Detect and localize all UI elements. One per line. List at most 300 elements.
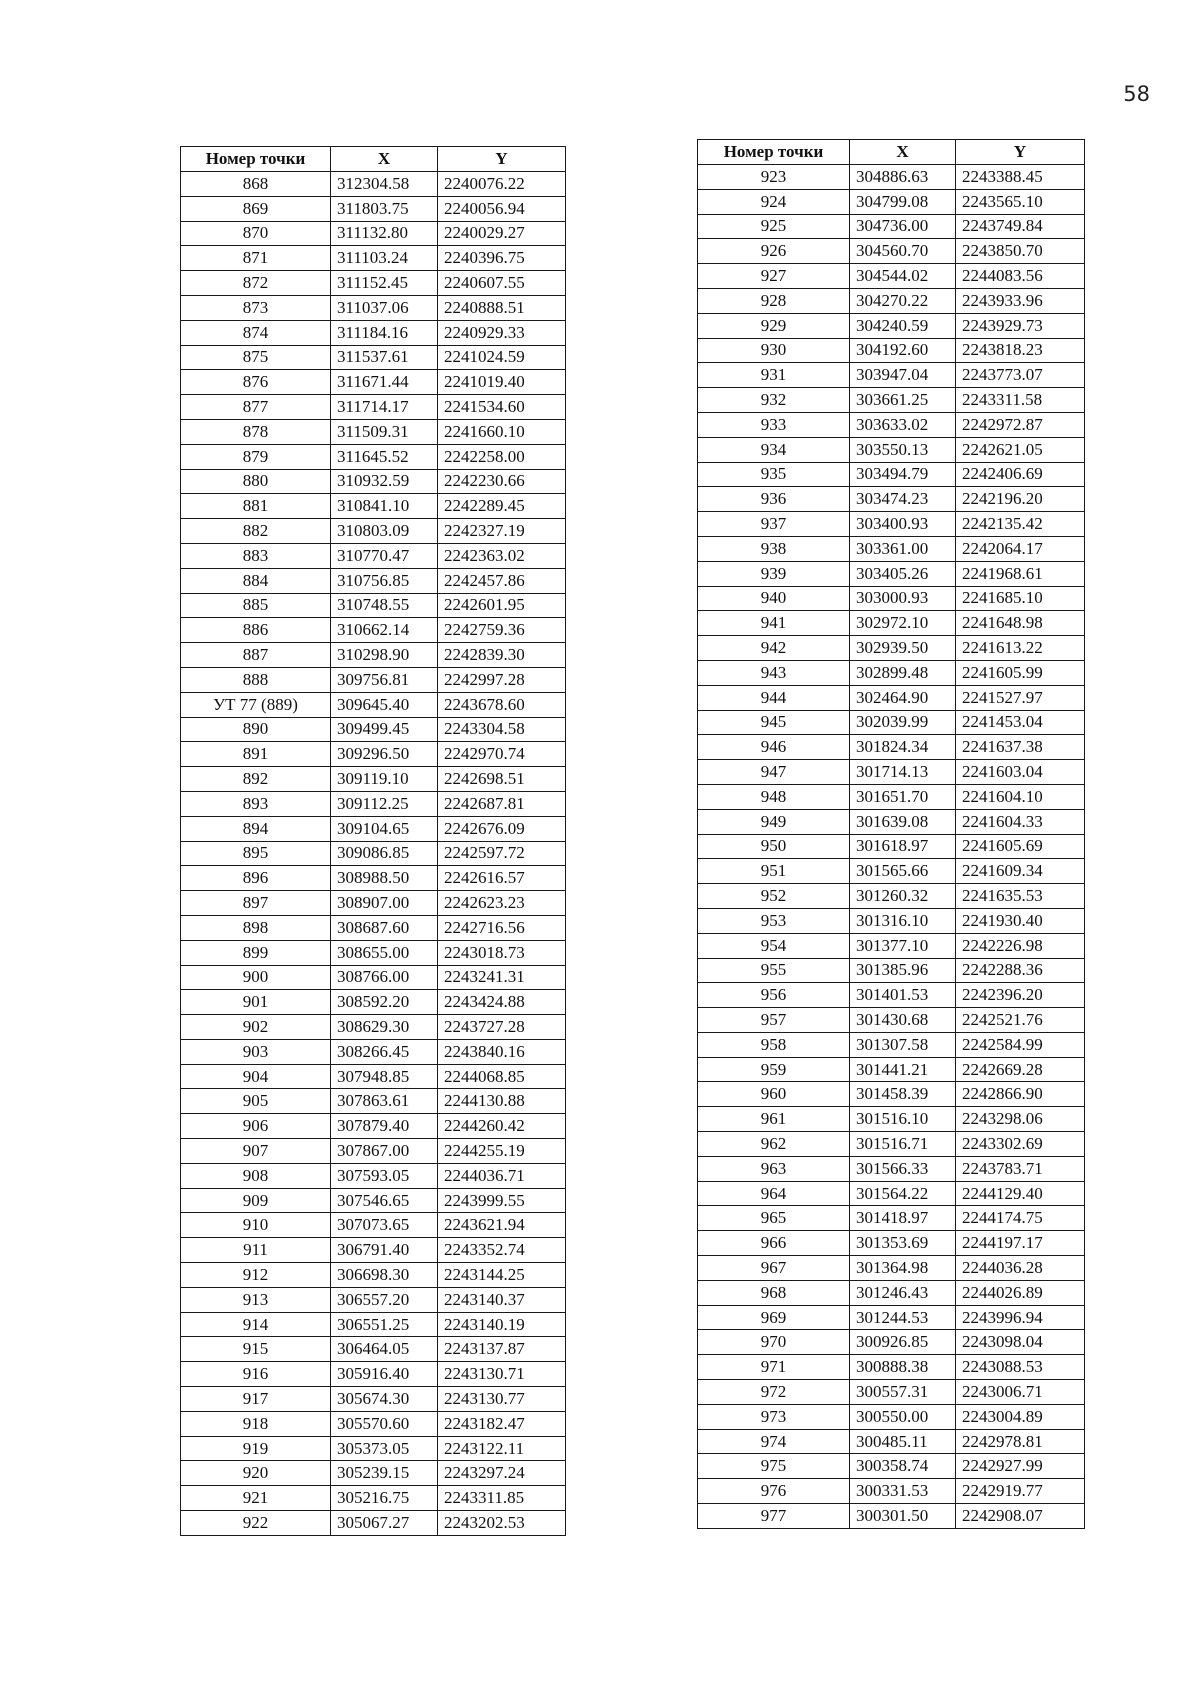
cell-y: 2241604.33 bbox=[956, 809, 1085, 834]
cell-point-number: 873 bbox=[181, 295, 331, 320]
table-row bbox=[698, 313, 1085, 338]
cell-point-number: 954 bbox=[698, 933, 850, 958]
header-row bbox=[698, 140, 1085, 165]
cell-y: 2243678.60 bbox=[438, 692, 566, 717]
table-row bbox=[698, 1206, 1085, 1231]
cell-x: 311671.44 bbox=[331, 370, 438, 395]
cell-y: 2242406.69 bbox=[956, 462, 1085, 487]
cell-y: 2243140.37 bbox=[438, 1287, 566, 1312]
table-row bbox=[181, 1436, 566, 1461]
cell-point-number: 937 bbox=[698, 512, 850, 537]
table-row bbox=[181, 172, 566, 197]
cell-y: 2242135.42 bbox=[956, 512, 1085, 537]
cell-point-number: 899 bbox=[181, 940, 331, 965]
cell-x: 311103.24 bbox=[331, 246, 438, 271]
cell-x: 311537.61 bbox=[331, 345, 438, 370]
cell-point-number: 949 bbox=[698, 809, 850, 834]
cell-x: 310662.14 bbox=[331, 618, 438, 643]
cell-y: 2243818.23 bbox=[956, 338, 1085, 363]
cell-y: 2242258.00 bbox=[438, 444, 566, 469]
table-row bbox=[181, 519, 566, 544]
table-row bbox=[181, 320, 566, 345]
cell-point-number: 972 bbox=[698, 1380, 850, 1405]
cell-x: 312304.58 bbox=[331, 172, 438, 197]
cell-point-number: 941 bbox=[698, 611, 850, 636]
cell-y: 2241968.61 bbox=[956, 561, 1085, 586]
cell-x: 300301.50 bbox=[850, 1504, 956, 1529]
cell-y: 2244174.75 bbox=[956, 1206, 1085, 1231]
cell-point-number: 907 bbox=[181, 1139, 331, 1164]
cell-x: 307948.85 bbox=[331, 1064, 438, 1089]
table-header bbox=[181, 147, 566, 172]
cell-x: 311714.17 bbox=[331, 395, 438, 420]
table-row bbox=[698, 660, 1085, 685]
table-row bbox=[698, 1156, 1085, 1181]
table-row bbox=[698, 512, 1085, 537]
table-row bbox=[698, 1132, 1085, 1157]
cell-y: 2243929.73 bbox=[956, 313, 1085, 338]
cell-x: 309756.81 bbox=[331, 667, 438, 692]
cell-point-number: 932 bbox=[698, 388, 850, 413]
cell-point-number: 908 bbox=[181, 1163, 331, 1188]
table-row bbox=[698, 363, 1085, 388]
table-row bbox=[698, 834, 1085, 859]
table-row bbox=[181, 1188, 566, 1213]
cell-y: 2243850.70 bbox=[956, 239, 1085, 264]
cell-x: 302939.50 bbox=[850, 636, 956, 661]
table-row bbox=[698, 1454, 1085, 1479]
cell-x: 310298.90 bbox=[331, 643, 438, 668]
cell-point-number: 923 bbox=[698, 165, 850, 190]
cell-x: 301618.97 bbox=[850, 834, 956, 859]
cell-y: 2244026.89 bbox=[956, 1280, 1085, 1305]
cell-point-number: 935 bbox=[698, 462, 850, 487]
cell-point-number: 880 bbox=[181, 469, 331, 494]
cell-x: 302972.10 bbox=[850, 611, 956, 636]
cell-x: 307593.05 bbox=[331, 1163, 438, 1188]
cell-x: 300331.53 bbox=[850, 1479, 956, 1504]
cell-y: 2243773.07 bbox=[956, 363, 1085, 388]
cell-x: 311132.80 bbox=[331, 221, 438, 246]
cell-x: 307879.40 bbox=[331, 1114, 438, 1139]
cell-y: 2242616.57 bbox=[438, 866, 566, 891]
cell-x: 311803.75 bbox=[331, 196, 438, 221]
cell-point-number: 917 bbox=[181, 1387, 331, 1412]
cell-x: 300926.85 bbox=[850, 1330, 956, 1355]
table-row bbox=[181, 395, 566, 420]
cell-y: 2243130.77 bbox=[438, 1387, 566, 1412]
table-row bbox=[181, 866, 566, 891]
cell-point-number: 869 bbox=[181, 196, 331, 221]
cell-point-number: 903 bbox=[181, 1039, 331, 1064]
cell-y: 2242230.66 bbox=[438, 469, 566, 494]
cell-point-number: 977 bbox=[698, 1504, 850, 1529]
cell-x: 310841.10 bbox=[331, 494, 438, 519]
cell-point-number: 902 bbox=[181, 1015, 331, 1040]
cell-x: 304886.63 bbox=[850, 165, 956, 190]
table-row bbox=[181, 643, 566, 668]
cell-point-number: 885 bbox=[181, 593, 331, 618]
cell-y: 2242396.20 bbox=[956, 983, 1085, 1008]
cell-y: 2244260.42 bbox=[438, 1114, 566, 1139]
table-row bbox=[698, 388, 1085, 413]
cell-point-number: 938 bbox=[698, 536, 850, 561]
table-row bbox=[698, 586, 1085, 611]
cell-x: 305373.05 bbox=[331, 1436, 438, 1461]
table-row bbox=[181, 717, 566, 742]
cell-y: 2241019.40 bbox=[438, 370, 566, 395]
cell-y: 2240607.55 bbox=[438, 271, 566, 296]
cell-y: 2243783.71 bbox=[956, 1156, 1085, 1181]
cell-y: 2242521.76 bbox=[956, 1008, 1085, 1033]
cell-point-number: 886 bbox=[181, 618, 331, 643]
table-row bbox=[181, 1263, 566, 1288]
cell-x: 305067.27 bbox=[331, 1511, 438, 1536]
table-body bbox=[698, 165, 1085, 1529]
cell-y: 2244083.56 bbox=[956, 264, 1085, 289]
table-row bbox=[181, 841, 566, 866]
cell-y: 2242623.23 bbox=[438, 891, 566, 916]
cell-point-number: 950 bbox=[698, 834, 850, 859]
cell-point-number: 966 bbox=[698, 1231, 850, 1256]
table-row bbox=[698, 338, 1085, 363]
cell-x: 308766.00 bbox=[331, 965, 438, 990]
cell-y: 2242972.87 bbox=[956, 412, 1085, 437]
cell-point-number: 919 bbox=[181, 1436, 331, 1461]
table-row bbox=[181, 246, 566, 271]
cell-point-number: 900 bbox=[181, 965, 331, 990]
table-row bbox=[698, 1231, 1085, 1256]
cell-point-number: 910 bbox=[181, 1213, 331, 1238]
cell-point-number: 911 bbox=[181, 1238, 331, 1263]
table-row bbox=[698, 1181, 1085, 1206]
table-row bbox=[698, 908, 1085, 933]
cell-x: 302899.48 bbox=[850, 660, 956, 685]
cell-y: 2240076.22 bbox=[438, 172, 566, 197]
cell-x: 301377.10 bbox=[850, 933, 956, 958]
cell-point-number: 916 bbox=[181, 1362, 331, 1387]
cell-x: 303361.00 bbox=[850, 536, 956, 561]
cell-x: 303947.04 bbox=[850, 363, 956, 388]
cell-x: 306551.25 bbox=[331, 1312, 438, 1337]
cell-y: 2243302.69 bbox=[956, 1132, 1085, 1157]
cell-point-number: 953 bbox=[698, 908, 850, 933]
cell-point-number: 944 bbox=[698, 685, 850, 710]
cell-x: 300485.11 bbox=[850, 1429, 956, 1454]
cell-x: 301516.10 bbox=[850, 1107, 956, 1132]
table-row bbox=[181, 345, 566, 370]
table-row bbox=[698, 1380, 1085, 1405]
cell-y: 2243298.06 bbox=[956, 1107, 1085, 1132]
cell-y: 2242698.51 bbox=[438, 767, 566, 792]
cell-y: 2242866.90 bbox=[956, 1082, 1085, 1107]
cell-x: 301565.66 bbox=[850, 859, 956, 884]
cell-x: 301441.21 bbox=[850, 1057, 956, 1082]
cell-point-number: 921 bbox=[181, 1486, 331, 1511]
cell-point-number: 895 bbox=[181, 841, 331, 866]
cell-point-number: 973 bbox=[698, 1404, 850, 1429]
table-row bbox=[181, 1337, 566, 1362]
table-row bbox=[698, 1355, 1085, 1380]
cell-x: 301824.34 bbox=[850, 735, 956, 760]
cell-x: 301307.58 bbox=[850, 1032, 956, 1057]
cell-y: 2240888.51 bbox=[438, 295, 566, 320]
cell-point-number: 957 bbox=[698, 1008, 850, 1033]
cell-x: 309086.85 bbox=[331, 841, 438, 866]
table-row bbox=[698, 214, 1085, 239]
cell-x: 300557.31 bbox=[850, 1380, 956, 1405]
table-row bbox=[181, 1312, 566, 1337]
cell-y: 2243999.55 bbox=[438, 1188, 566, 1213]
table-row bbox=[698, 1280, 1085, 1305]
table-row bbox=[698, 264, 1085, 289]
cell-y: 2240396.75 bbox=[438, 246, 566, 271]
cell-x: 311184.16 bbox=[331, 320, 438, 345]
table-row bbox=[181, 692, 566, 717]
cell-x: 302039.99 bbox=[850, 710, 956, 735]
cell-x: 301458.39 bbox=[850, 1082, 956, 1107]
table-row bbox=[181, 1411, 566, 1436]
cell-point-number: 875 bbox=[181, 345, 331, 370]
cell-point-number: 943 bbox=[698, 660, 850, 685]
table-row bbox=[698, 1008, 1085, 1033]
cell-x: 308655.00 bbox=[331, 940, 438, 965]
cell-x: 303000.93 bbox=[850, 586, 956, 611]
cell-y: 2242687.81 bbox=[438, 791, 566, 816]
header-y: Y bbox=[956, 140, 1085, 165]
page-number: 58 bbox=[1123, 82, 1150, 106]
table-row bbox=[698, 710, 1085, 735]
cell-y: 2243122.11 bbox=[438, 1436, 566, 1461]
cell-y: 2241637.38 bbox=[956, 735, 1085, 760]
cell-point-number: 924 bbox=[698, 189, 850, 214]
cell-x: 308988.50 bbox=[331, 866, 438, 891]
table-row bbox=[698, 1032, 1085, 1057]
cell-point-number: 971 bbox=[698, 1355, 850, 1380]
cell-y: 2242327.19 bbox=[438, 519, 566, 544]
cell-x: 301430.68 bbox=[850, 1008, 956, 1033]
cell-point-number: 882 bbox=[181, 519, 331, 544]
cell-y: 2241527.97 bbox=[956, 685, 1085, 710]
cell-x: 309296.50 bbox=[331, 742, 438, 767]
cell-point-number: 952 bbox=[698, 884, 850, 909]
cell-point-number: 958 bbox=[698, 1032, 850, 1057]
cell-y: 2241604.10 bbox=[956, 784, 1085, 809]
cell-x: 309499.45 bbox=[331, 717, 438, 742]
cell-x: 305216.75 bbox=[331, 1486, 438, 1511]
cell-y: 2242597.72 bbox=[438, 841, 566, 866]
table-row bbox=[698, 983, 1085, 1008]
cell-x: 300888.38 bbox=[850, 1355, 956, 1380]
cell-x: 304736.00 bbox=[850, 214, 956, 239]
cell-x: 305570.60 bbox=[331, 1411, 438, 1436]
table-row bbox=[181, 1213, 566, 1238]
cell-x: 304560.70 bbox=[850, 239, 956, 264]
cell-y: 2241453.04 bbox=[956, 710, 1085, 735]
cell-y: 2243182.47 bbox=[438, 1411, 566, 1436]
table-row bbox=[181, 1064, 566, 1089]
table-row bbox=[698, 1107, 1085, 1132]
cell-x: 307867.00 bbox=[331, 1139, 438, 1164]
header-x: X bbox=[850, 140, 956, 165]
cell-y: 2242927.99 bbox=[956, 1454, 1085, 1479]
table-row bbox=[181, 1287, 566, 1312]
cell-y: 2243727.28 bbox=[438, 1015, 566, 1040]
cell-x: 309645.40 bbox=[331, 692, 438, 717]
header-x: X bbox=[331, 147, 438, 172]
cell-y: 2241609.34 bbox=[956, 859, 1085, 884]
cell-x: 303494.79 bbox=[850, 462, 956, 487]
cell-y: 2242457.86 bbox=[438, 568, 566, 593]
cell-x: 301246.43 bbox=[850, 1280, 956, 1305]
cell-point-number: 975 bbox=[698, 1454, 850, 1479]
table-row bbox=[698, 1082, 1085, 1107]
table-row bbox=[698, 437, 1085, 462]
table-row bbox=[181, 196, 566, 221]
cell-y: 2241660.10 bbox=[438, 419, 566, 444]
cell-x: 308629.30 bbox=[331, 1015, 438, 1040]
cell-point-number: 974 bbox=[698, 1429, 850, 1454]
table-row bbox=[181, 742, 566, 767]
cell-point-number: 927 bbox=[698, 264, 850, 289]
cell-y: 2242196.20 bbox=[956, 487, 1085, 512]
cell-point-number: 883 bbox=[181, 543, 331, 568]
cell-point-number: 962 bbox=[698, 1132, 850, 1157]
cell-x: 308592.20 bbox=[331, 990, 438, 1015]
table-row bbox=[181, 568, 566, 593]
cell-x: 307863.61 bbox=[331, 1089, 438, 1114]
cell-point-number: 956 bbox=[698, 983, 850, 1008]
cell-x: 302464.90 bbox=[850, 685, 956, 710]
cell-x: 301353.69 bbox=[850, 1231, 956, 1256]
cell-point-number: 963 bbox=[698, 1156, 850, 1181]
cell-point-number: 892 bbox=[181, 767, 331, 792]
cell-x: 303550.13 bbox=[850, 437, 956, 462]
cell-point-number: 878 bbox=[181, 419, 331, 444]
cell-x: 309104.65 bbox=[331, 816, 438, 841]
cell-x: 303400.93 bbox=[850, 512, 956, 537]
cell-x: 301244.53 bbox=[850, 1305, 956, 1330]
cell-x: 311645.52 bbox=[331, 444, 438, 469]
table-header bbox=[698, 140, 1085, 165]
table-row bbox=[181, 1139, 566, 1164]
cell-point-number: 901 bbox=[181, 990, 331, 1015]
cell-y: 2242669.28 bbox=[956, 1057, 1085, 1082]
cell-y: 2242970.74 bbox=[438, 742, 566, 767]
table-row bbox=[698, 933, 1085, 958]
cell-x: 301260.32 bbox=[850, 884, 956, 909]
cell-point-number: 909 bbox=[181, 1188, 331, 1213]
cell-point-number: 872 bbox=[181, 271, 331, 296]
table-row bbox=[698, 561, 1085, 586]
cell-point-number: 887 bbox=[181, 643, 331, 668]
cell-x: 306791.40 bbox=[331, 1238, 438, 1263]
cell-y: 2243297.24 bbox=[438, 1461, 566, 1486]
cell-y: 2243388.45 bbox=[956, 165, 1085, 190]
cell-y: 2243241.31 bbox=[438, 965, 566, 990]
cell-y: 2240056.94 bbox=[438, 196, 566, 221]
cell-x: 301364.98 bbox=[850, 1256, 956, 1281]
cell-x: 304544.02 bbox=[850, 264, 956, 289]
table-row bbox=[181, 1015, 566, 1040]
table-row bbox=[698, 1256, 1085, 1281]
cell-point-number: 965 bbox=[698, 1206, 850, 1231]
cell-point-number: 888 bbox=[181, 667, 331, 692]
cell-point-number: 874 bbox=[181, 320, 331, 345]
coordinates-table-left bbox=[180, 146, 566, 1536]
table-row bbox=[698, 735, 1085, 760]
cell-x: 303661.25 bbox=[850, 388, 956, 413]
cell-x: 308266.45 bbox=[331, 1039, 438, 1064]
cell-point-number: 929 bbox=[698, 313, 850, 338]
table-row bbox=[698, 288, 1085, 313]
cell-point-number: 870 bbox=[181, 221, 331, 246]
table-row bbox=[181, 271, 566, 296]
cell-point-number: 922 bbox=[181, 1511, 331, 1536]
table-row bbox=[698, 784, 1085, 809]
table-row bbox=[698, 1429, 1085, 1454]
cell-point-number: 948 bbox=[698, 784, 850, 809]
cell-x: 301566.33 bbox=[850, 1156, 956, 1181]
cell-y: 2241605.69 bbox=[956, 834, 1085, 859]
cell-point-number: 942 bbox=[698, 636, 850, 661]
cell-point-number: 968 bbox=[698, 1280, 850, 1305]
table-row bbox=[698, 487, 1085, 512]
cell-y: 2243144.25 bbox=[438, 1263, 566, 1288]
table-row bbox=[181, 816, 566, 841]
cell-x: 300550.00 bbox=[850, 1404, 956, 1429]
cell-x: 305239.15 bbox=[331, 1461, 438, 1486]
table-row bbox=[181, 1039, 566, 1064]
cell-point-number: 891 bbox=[181, 742, 331, 767]
cell-point-number: 933 bbox=[698, 412, 850, 437]
cell-point-number: 936 bbox=[698, 487, 850, 512]
cell-y: 2242289.45 bbox=[438, 494, 566, 519]
cell-y: 2243006.71 bbox=[956, 1380, 1085, 1405]
cell-y: 2244036.28 bbox=[956, 1256, 1085, 1281]
table-row bbox=[181, 618, 566, 643]
cell-y: 2242919.77 bbox=[956, 1479, 1085, 1504]
cell-y: 2241024.59 bbox=[438, 345, 566, 370]
cell-y: 2241685.10 bbox=[956, 586, 1085, 611]
cell-y: 2243202.53 bbox=[438, 1511, 566, 1536]
cell-point-number: 871 bbox=[181, 246, 331, 271]
cell-x: 304192.60 bbox=[850, 338, 956, 363]
header-point-number: Номер точки bbox=[698, 140, 850, 165]
table-row bbox=[181, 419, 566, 444]
cell-y: 2243840.16 bbox=[438, 1039, 566, 1064]
cell-y: 2241613.22 bbox=[956, 636, 1085, 661]
cell-y: 2243311.58 bbox=[956, 388, 1085, 413]
cell-point-number: 931 bbox=[698, 363, 850, 388]
cell-point-number: 877 bbox=[181, 395, 331, 420]
table-row bbox=[181, 1114, 566, 1139]
table-row bbox=[181, 791, 566, 816]
table-row bbox=[181, 1238, 566, 1263]
cell-point-number: 955 bbox=[698, 958, 850, 983]
cell-y: 2242716.56 bbox=[438, 915, 566, 940]
cell-x: 301418.97 bbox=[850, 1206, 956, 1231]
cell-y: 2243088.53 bbox=[956, 1355, 1085, 1380]
cell-x: 304240.59 bbox=[850, 313, 956, 338]
cell-x: 305674.30 bbox=[331, 1387, 438, 1412]
table-row bbox=[181, 295, 566, 320]
cell-point-number: 898 bbox=[181, 915, 331, 940]
cell-point-number: 946 bbox=[698, 735, 850, 760]
cell-point-number: 939 bbox=[698, 561, 850, 586]
table-row bbox=[698, 1305, 1085, 1330]
table-body bbox=[181, 172, 566, 1536]
